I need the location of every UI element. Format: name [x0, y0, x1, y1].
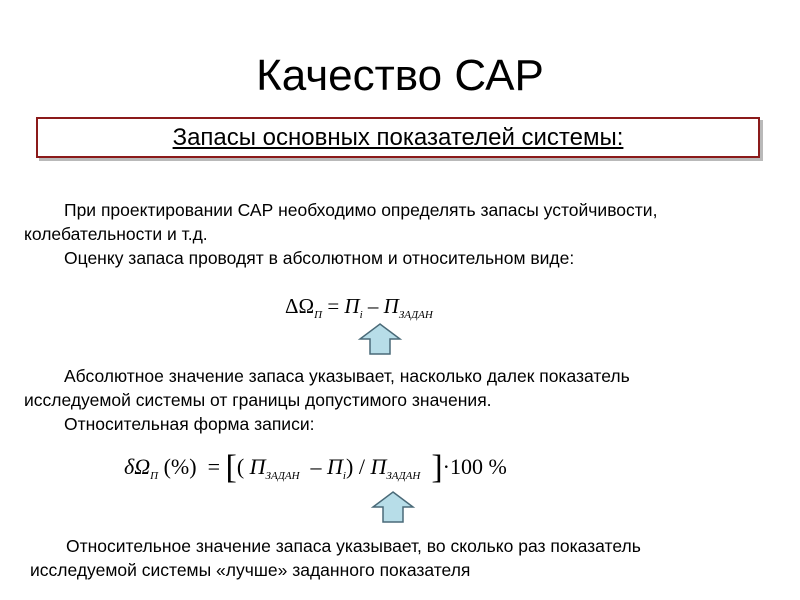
paragraph-4: [24, 412, 764, 436]
formula2-sub-zadan2: ЗАДАН: [386, 470, 421, 482]
formula1-pi2: П: [383, 294, 399, 318]
up-arrow-icon: [357, 322, 403, 356]
formula2-lparen: (: [236, 454, 245, 479]
paragraph-1: [24, 198, 764, 246]
paragraph-3-line-2: исследуемой системы от границы допустимого значения.: [24, 390, 492, 410]
formula2-percent: (%): [163, 454, 197, 479]
formula2-mult: ·100 %: [442, 454, 507, 479]
paragraph-2-text: Оценку запаса проводят в абсолютном и относительном виде:: [64, 248, 575, 268]
paragraph-1-line-1: При проектировании САР необходимо определять запасы устойчивости,: [64, 200, 658, 220]
formula1-eq: =: [327, 294, 340, 318]
formula1-delta: ΔΩ: [285, 294, 315, 318]
paragraph-5-line-2: исследуемой системы «лучше» заданного показателя: [30, 560, 471, 580]
formula-absolute: [285, 294, 433, 321]
paragraph-1-line-2: колебательности и т.д.: [24, 224, 208, 244]
formula1-sub-i: i: [359, 309, 363, 321]
formula2-pi1: П: [249, 454, 266, 479]
paragraph-4-text: Относительная форма записи:: [64, 414, 315, 434]
formula1-sub-p: П: [314, 309, 323, 321]
formula2-eq: =: [207, 454, 220, 479]
formula2-pi2: П: [327, 454, 343, 479]
formula2-minus: –: [310, 454, 322, 479]
formula1-sub-zadan: ЗАДАН: [398, 309, 433, 321]
formula-relative: [124, 449, 507, 486]
paragraph-2: [24, 246, 764, 270]
subtitle-box: [36, 117, 760, 158]
paragraph-3-line-1: Абсолютное значение запаса указывает, насколько далек показатель: [64, 366, 630, 386]
up-arrow-icon: [370, 490, 416, 524]
formula2-rparen: ): [345, 454, 354, 479]
formula2-delta: δΩ: [124, 454, 151, 479]
formula1-pi: П: [344, 294, 360, 318]
paragraph-5-line-1: Относительное значение запаса указывает, во сколько раз показатель: [66, 536, 641, 556]
formula2-slash: /: [358, 454, 365, 479]
formula2-pi3: П: [370, 454, 387, 479]
formula2-rbracket: ]: [431, 449, 443, 486]
formula1-minus: –: [367, 294, 379, 318]
page-title: Качество САР: [256, 51, 544, 100]
subtitle-text: Запасы основных показателей системы:: [172, 124, 624, 151]
formula2-sub-p: П: [150, 470, 159, 482]
formula2-lbracket: [: [225, 449, 237, 486]
formula2-sub-i: i: [342, 470, 346, 482]
paragraph-3: [24, 364, 764, 412]
paragraph-5: [24, 534, 764, 582]
formula2-sub-zadan1: ЗАДАН: [265, 470, 300, 482]
